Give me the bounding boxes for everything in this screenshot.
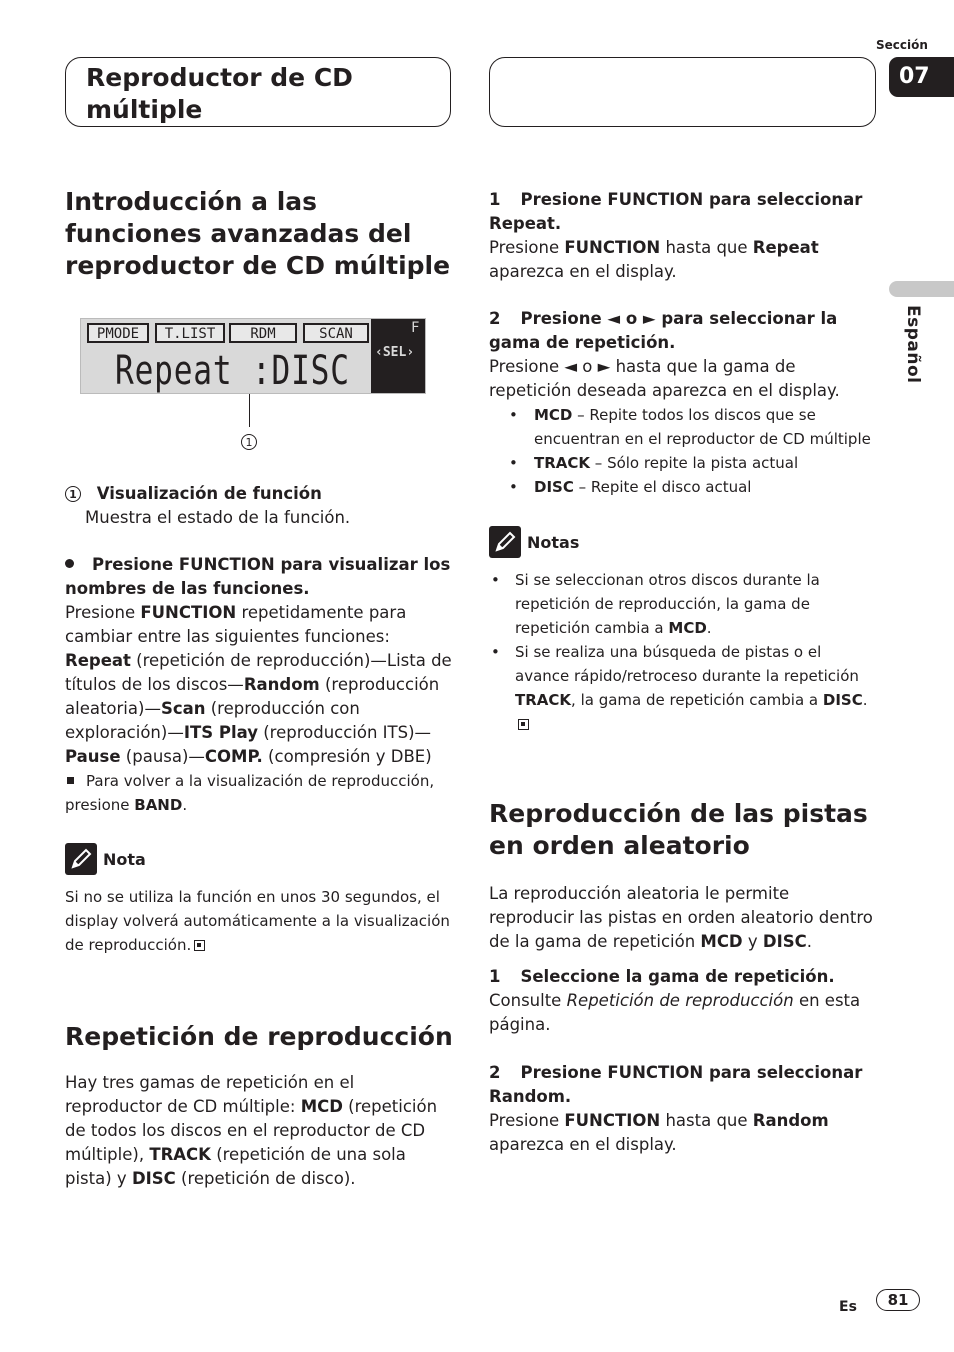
- section-label: Sección: [876, 38, 928, 52]
- end-mark-icon: [194, 940, 205, 951]
- function-name: Repeat: [65, 651, 131, 670]
- function-name: ITS Play: [183, 723, 258, 742]
- note-pencil-icon: [65, 843, 97, 875]
- language-label: Español: [903, 305, 923, 384]
- lcd-sel: ‹SEL›: [375, 345, 415, 360]
- square-bullet: [67, 777, 74, 784]
- lcd-tag-rdm: RDM: [229, 323, 297, 343]
- step-title: Presione ◄ o ► para seleccionar la gama de repetición.: [489, 309, 838, 352]
- header-title: Reproductor de CD múltiple: [86, 63, 353, 124]
- step-number: 2: [489, 1063, 501, 1082]
- notas-box: [489, 526, 879, 736]
- legend-title: Visualización de función: [96, 484, 322, 503]
- list-item: • TRACK – Sólo repite la pista actual: [509, 454, 799, 472]
- step-number: 2: [489, 309, 501, 328]
- end-mark-icon: [518, 719, 529, 730]
- random-section: [489, 798, 879, 954]
- random-text: La reproducción aleatoria le permite reproducir las pistas en orden aleatorio dentro de la gama de repetición MCD y DISC.: [489, 884, 873, 951]
- intro-title-wrap: [65, 186, 455, 282]
- function-name: Random: [243, 675, 320, 694]
- lcd-sel-label: SEL: [382, 345, 407, 360]
- lcd-corner: F: [411, 320, 420, 336]
- function-list: Repeat (repetición de reproducción)—Lista de títulos de los discos—Random (reproducción aleatoria)—Scan (reproducción con exploración)—ITS Play (reproducción ITS)—Pause (pausa)—COMP. (compresión y DBE): [65, 651, 452, 766]
- callout-marker: [241, 432, 257, 451]
- step-title: Seleccione la gama de repetición.: [520, 967, 835, 986]
- nota-box: [65, 843, 455, 957]
- language-tab: [889, 281, 954, 297]
- step-number: 1: [489, 190, 501, 209]
- random-step-1: [489, 965, 879, 1037]
- step-number: 1: [489, 967, 501, 986]
- callout-number: 1: [241, 434, 257, 450]
- function-name: Scan: [160, 699, 206, 718]
- nota-text: Si no se utiliza la función en unos 30 segundos, el display volverá automáticamente a la visualización de reproducción.: [65, 888, 450, 954]
- step-title: Presione FUNCTION para seleccionar Repeat.: [489, 190, 863, 233]
- step-text: Presione FUNCTION repetidamente para cambiar entre las siguientes funciones:: [65, 603, 407, 646]
- step-title: Presione FUNCTION para visualizar los nombres de las funciones.: [65, 555, 451, 598]
- step-bullet: [65, 559, 74, 568]
- intro-title: Introducción a las funciones avanzadas del reproductor de CD múltiple: [65, 187, 451, 280]
- list-item: • Si se realiza una búsqueda de pistas o el avance rápido/retroceso durante la repetición TRACK, la gama de repetición cambia a DISC.: [489, 640, 879, 736]
- repeat-step-2: [489, 307, 879, 499]
- lcd-main-text: Repeat :DISC: [115, 348, 350, 394]
- list-item: • Si se seleccionan otros discos durante la repetición de reproducción, la gama de repetición cambia a MCD.: [491, 571, 820, 637]
- lcd-display: [80, 318, 426, 394]
- lcd-tag-tlist: T.LIST: [155, 323, 225, 343]
- repeat-title: Repetición de reproducción: [65, 1022, 453, 1051]
- section-number: 07: [889, 57, 954, 97]
- random-title: Reproducción de las pistas en orden aleatorio: [489, 799, 868, 860]
- header-right-box: [489, 57, 876, 127]
- repeat-step-1: [489, 188, 879, 284]
- page-number: 81: [876, 1289, 920, 1311]
- step-text: Consulte Repetición de reproducción en esta página.: [489, 991, 861, 1034]
- legend-number: 1: [65, 486, 81, 502]
- note-pencil-icon: [489, 526, 521, 558]
- callout-legend: [65, 482, 455, 530]
- intro-step: [65, 553, 455, 817]
- random-step-2: [489, 1061, 879, 1157]
- step-text: Presione ◄ o ► hasta que la gama de repetición deseada aparezca en el display.: [489, 357, 840, 400]
- lcd-tag-pmode: PMODE: [87, 323, 149, 343]
- repeat-text: Hay tres gamas de repetición en el reproductor de CD múltiple: MCD (repetición de todos los discos en el reproductor de CD múltiple), TRACK (repetición de una sola pista) y DISC (repetición de disco).: [65, 1073, 438, 1188]
- nota-title: Nota: [103, 849, 146, 869]
- list-item: • MCD – Repite todos los discos que se encuentran en el reproductor de CD múltiple: [509, 406, 871, 448]
- function-name: COMP.: [204, 747, 263, 766]
- function-name: Pause: [65, 747, 121, 766]
- list-item: • DISC – Repite el disco actual: [509, 478, 752, 496]
- lcd-tag-scan: SCAN: [303, 323, 369, 343]
- header-left-box: [65, 57, 451, 127]
- legend-text: Muestra el estado de la función.: [85, 508, 351, 527]
- step-text: Presione FUNCTION hasta que Repeat aparezca en el display.: [489, 238, 819, 281]
- notas-title: Notas: [527, 532, 580, 552]
- cross-reference-link: Repetición de reproducción: [566, 991, 794, 1010]
- lcd-right-block: [371, 319, 426, 394]
- footer-lang: Es: [839, 1299, 857, 1315]
- callout-line: [249, 394, 250, 427]
- return-note: Para volver a la visualización de reproducción, presione BAND.: [65, 772, 435, 814]
- repeat-section: [65, 1021, 455, 1191]
- step-text: Presione FUNCTION hasta que Random aparezca en el display.: [489, 1111, 829, 1154]
- step-title: Presione FUNCTION para seleccionar Random.: [489, 1063, 863, 1106]
